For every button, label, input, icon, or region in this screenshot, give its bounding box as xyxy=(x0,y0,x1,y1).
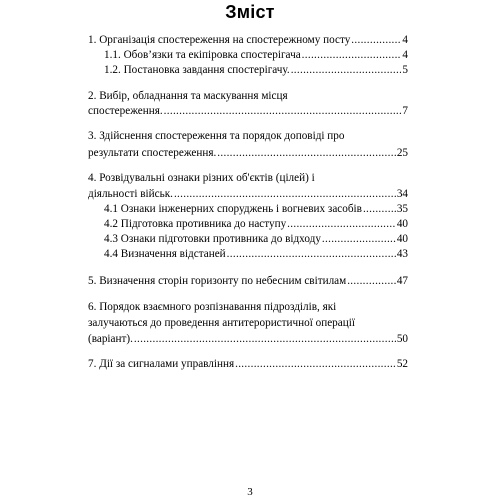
toc-entry-text: 4.1 Ознаки інженерних споруджень і вогневих засобів xyxy=(104,203,362,215)
toc-entry-4-line1: 4. Розвідувальні ознаки різних об'єктів (цілей) і xyxy=(88,172,315,184)
toc-entry-3 xyxy=(88,146,408,160)
toc-entry-text: 4.4 Визначення відстаней xyxy=(104,248,226,260)
toc-entry-4-2 xyxy=(104,217,408,231)
toc-entry-text: (варіант). xyxy=(88,333,133,345)
toc-entry-text: діяльності військ. xyxy=(88,188,173,200)
toc-entry-text: 4.2 Підготовка противника до наступу xyxy=(104,218,287,230)
dot-leader xyxy=(235,357,396,371)
toc-entry-page: 4 xyxy=(402,34,408,46)
toc-entry-page: 35 xyxy=(396,203,408,215)
page-title: Зміст xyxy=(225,2,275,22)
toc-entry-text: 1. Організація спостереження на спостережному посту xyxy=(88,34,351,46)
toc-entry-3-line1: 3. Здійснення спостереження та порядок доповіді про xyxy=(88,130,345,142)
dot-leader xyxy=(302,48,402,62)
dot-leader xyxy=(227,247,396,261)
dot-leader xyxy=(164,104,402,118)
toc-entry-text: 5. Визначення сторін горизонту по небесним світилам xyxy=(88,275,347,287)
toc-entry-page: 34 xyxy=(396,188,408,200)
toc-entry-page: 7 xyxy=(402,105,408,117)
toc-entry-1 xyxy=(88,33,408,47)
dot-leader xyxy=(174,187,396,201)
dot-leader xyxy=(322,232,396,246)
dot-leader xyxy=(291,63,402,77)
toc-entry-1-2 xyxy=(104,63,408,77)
toc-entry-4-3 xyxy=(104,232,408,246)
toc-entry-page: 50 xyxy=(396,333,408,345)
toc-entry-2-line1: 2. Вибір, обладнання та маскування місця xyxy=(88,90,288,102)
toc-entry-4-4 xyxy=(104,247,408,261)
toc-entry-1-1 xyxy=(104,48,408,62)
toc-entry-page: 40 xyxy=(396,218,408,230)
toc-entry-page: 5 xyxy=(402,64,408,76)
dot-leader xyxy=(363,202,396,216)
dot-leader xyxy=(287,217,396,231)
toc-entry-page: 25 xyxy=(396,147,408,159)
toc-entry-4 xyxy=(88,187,408,201)
dot-leader xyxy=(351,33,401,47)
toc-entry-page: 52 xyxy=(396,358,408,370)
dot-leader xyxy=(217,146,396,160)
toc-entry-4-1 xyxy=(104,202,408,216)
toc-entry-text: 7. Дії за сигналами управління xyxy=(88,358,235,370)
toc-entry-5 xyxy=(88,274,408,288)
toc-entry-text: результати спостереження. xyxy=(88,147,217,159)
toc-entry-text: 1.1. Обов’язки та екіпіровка спостерігача xyxy=(104,49,301,61)
toc-entry-text: спостереження. xyxy=(88,105,163,117)
page-number: 3 xyxy=(247,486,253,498)
toc-entry-6-line1: 6. Порядок взаємного розпізнавання підрозділів, які xyxy=(88,301,337,313)
toc-entry-6-line2: залучаються до проведення антитерористичної операції xyxy=(88,317,355,329)
dot-leader xyxy=(134,332,396,346)
toc-entry-6 xyxy=(88,332,408,346)
toc-entry-page: 40 xyxy=(396,233,408,245)
toc-entry-page: 47 xyxy=(396,275,408,287)
toc-entry-7 xyxy=(88,357,408,371)
toc-entry-text: 1.2. Постановка завдання спостерігачу. xyxy=(104,64,290,76)
toc-entry-text: 4.3 Ознаки підготовки противника до відходу xyxy=(104,233,321,245)
toc-entry-page: 4 xyxy=(402,49,408,61)
dot-leader xyxy=(347,274,396,288)
toc-entry-page: 43 xyxy=(396,248,408,260)
toc-entry-2 xyxy=(88,104,408,118)
